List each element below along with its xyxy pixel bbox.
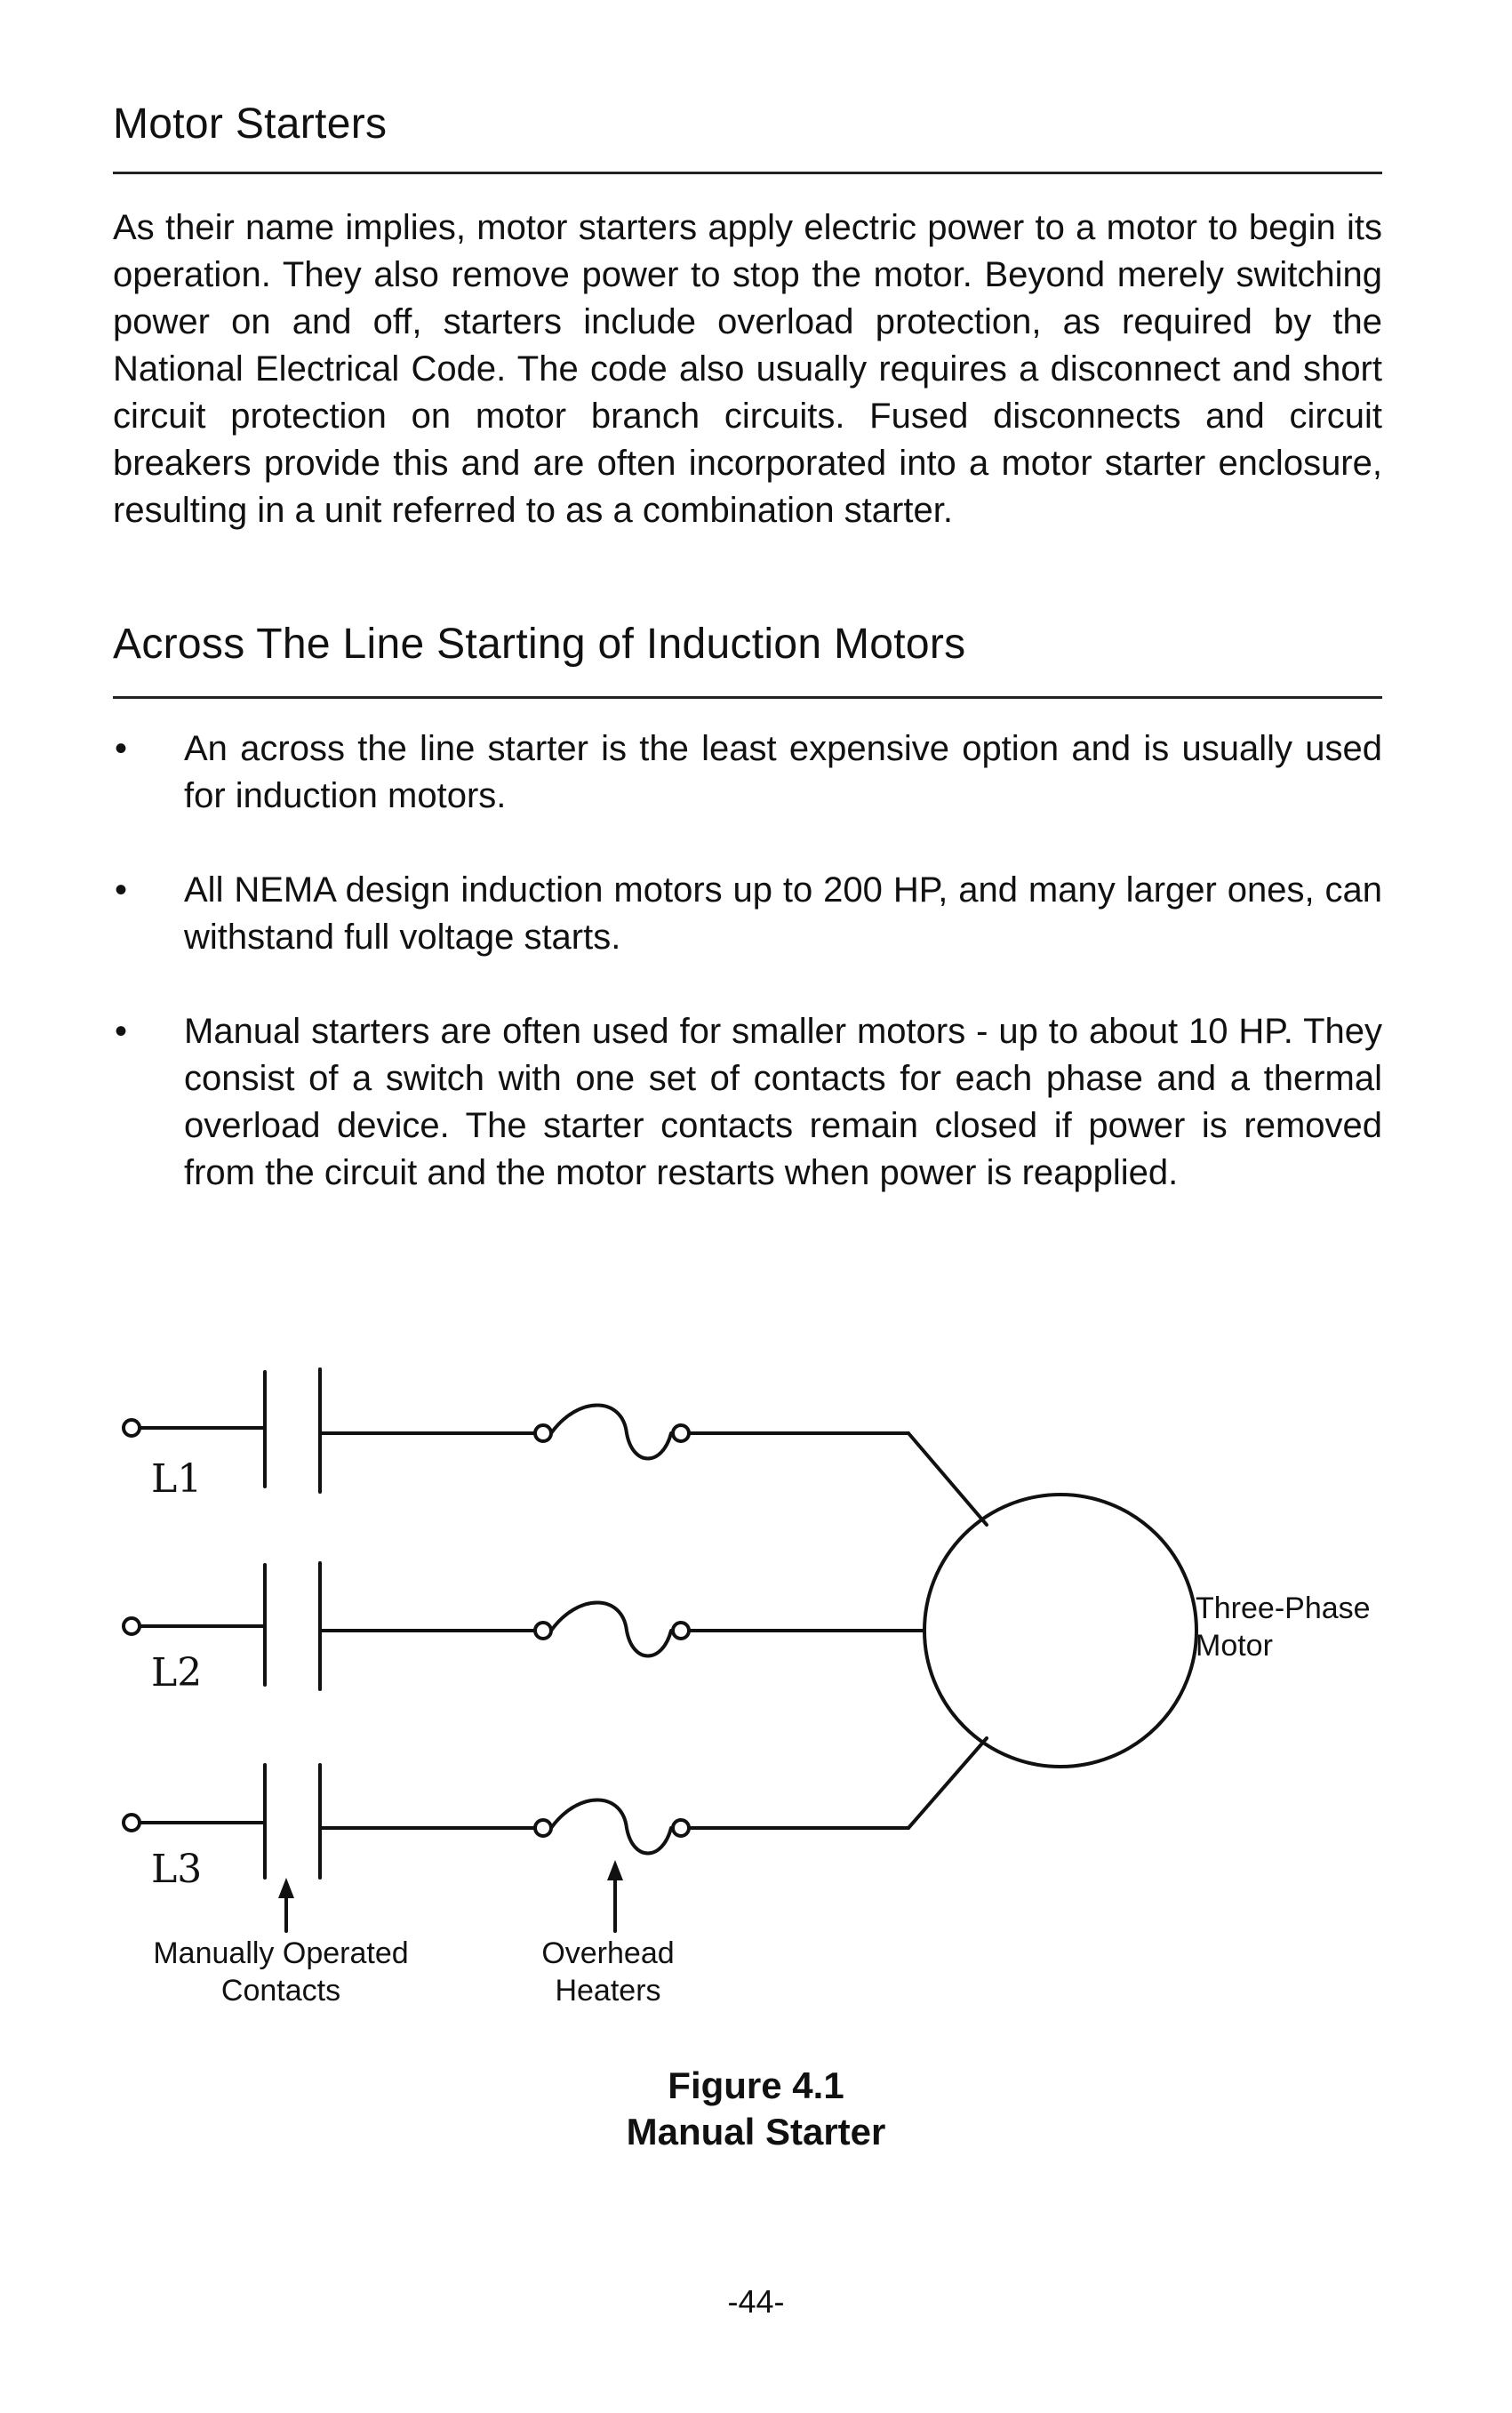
contacts-label: Contacts bbox=[220, 1974, 341, 2008]
motor-label: Three-Phase bbox=[1196, 1591, 1371, 1625]
arrow-up-icon bbox=[607, 1860, 623, 1880]
contacts-label: Manually Operated bbox=[153, 1936, 409, 1970]
section-heading-across-the-line: Across The Line Starting of Induction Motors bbox=[113, 621, 966, 668]
list-item bbox=[113, 867, 1382, 961]
phase-line-l3 bbox=[124, 1738, 987, 1878]
phase-line-l2 bbox=[124, 1563, 924, 1689]
heading-rule bbox=[113, 696, 1382, 699]
section-heading-motor-starters: Motor Starters bbox=[113, 100, 388, 148]
bullet-list bbox=[113, 726, 1382, 1244]
intro-paragraph: As their name implies, motor starters apply electric power to a motor to begin its operation. They also remove power to stop the motor. Beyond merely switching power on and off, starters include overload protection, as required by the National Electrical Code. The code also usually requires a disconnect and short circuit protection on motor branch circuits. Fused disconnects and circuit breakers provide this and are often incorporated into a motor starter enclosure, resulting in a unit referred to as a combination starter. bbox=[113, 208, 1382, 530]
motor-icon bbox=[924, 1495, 1196, 1767]
figure-title: Manual Starter bbox=[626, 2111, 886, 2152]
bullet-icon: • bbox=[115, 870, 128, 910]
list-item bbox=[113, 1008, 1382, 1197]
bullet-icon: • bbox=[115, 729, 128, 768]
heaters-label: Overhead bbox=[541, 1936, 675, 1970]
line-label-l2: L2 bbox=[151, 1650, 203, 1696]
bullet-text: All NEMA design induction motors up to 200 HP, and many larger ones, can withstand full voltage starts. bbox=[184, 870, 1382, 957]
figure-number: Figure 4.1 bbox=[668, 2064, 844, 2106]
bullet-text: An across the line starter is the least expensive option and is usually used for induction motors. bbox=[184, 729, 1382, 815]
manual-starter-diagram bbox=[0, 1316, 1512, 2027]
phase-line-l1 bbox=[124, 1369, 987, 1525]
line-label-l1: L1 bbox=[151, 1456, 203, 1502]
motor-label: Motor bbox=[1196, 1629, 1273, 1663]
page-number: -44- bbox=[727, 2283, 785, 2320]
bullet-icon: • bbox=[115, 1012, 128, 1051]
heaters-label: Heaters bbox=[555, 1974, 661, 2008]
arrow-up-icon bbox=[278, 1878, 294, 1898]
heading-rule bbox=[113, 172, 1382, 174]
line-label-l3: L3 bbox=[151, 1847, 203, 1892]
bullet-text: Manual starters are often used for smaller motors - up to about 10 HP. They consist of a switch with one set of contacts for each phase and a thermal overload device. The starter contacts remain closed if power is removed from the circuit and the motor restarts when power is reapplied. bbox=[184, 1012, 1382, 1192]
list-item bbox=[113, 726, 1382, 820]
